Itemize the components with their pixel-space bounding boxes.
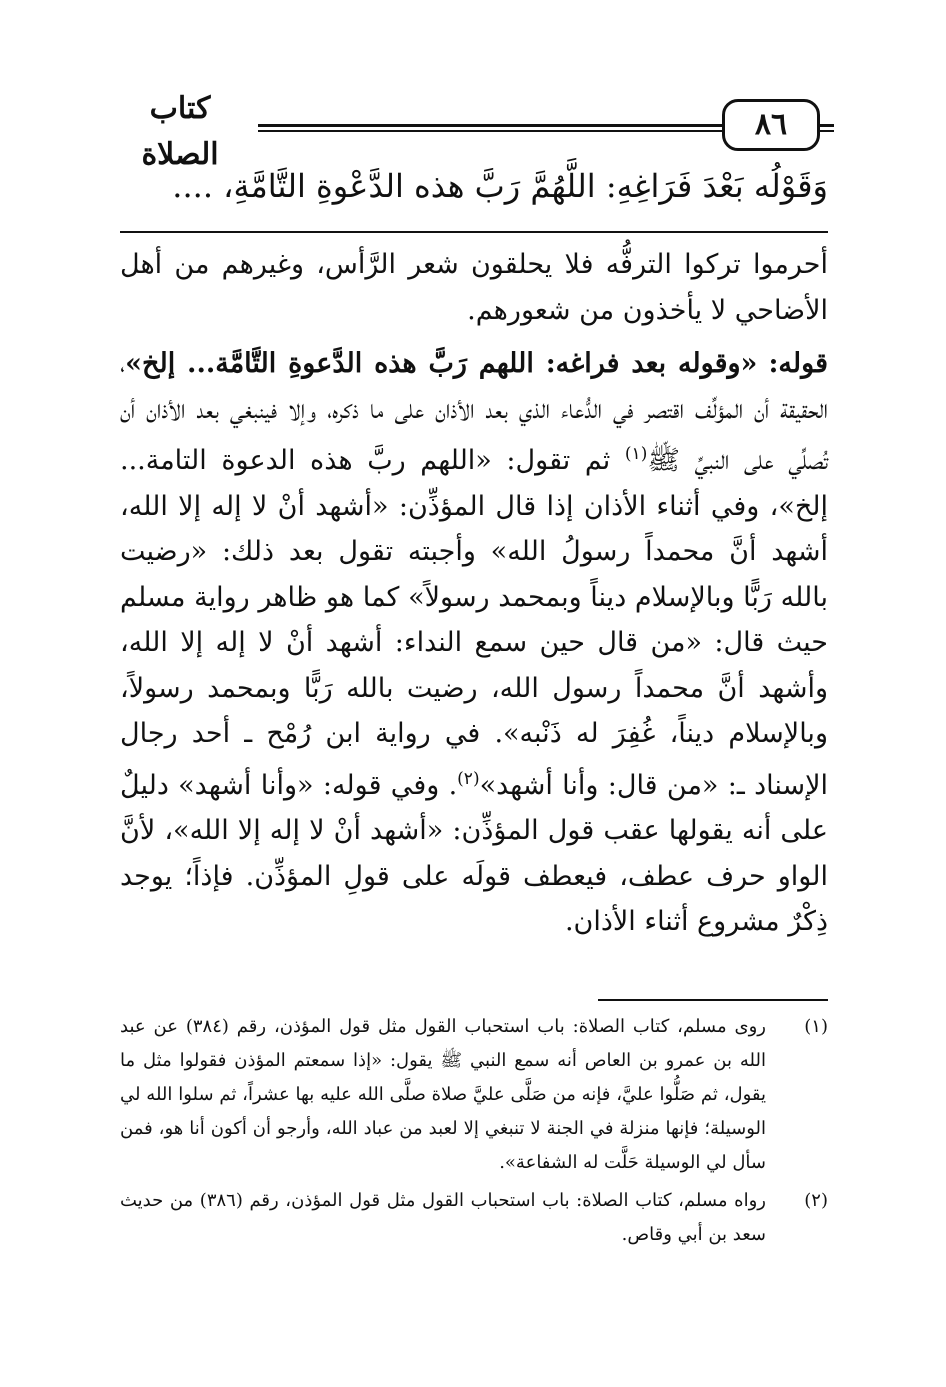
footnote-2	[120, 1184, 828, 1252]
header-rule-left-lower	[258, 130, 722, 132]
footnote-separator	[598, 999, 828, 1001]
qawluhu-label: قوله:	[768, 348, 828, 379]
paragraph-2-part-c: . وفي قوله: «وأنا أشهد» دليلٌ على أنه يقولها عقب قول المؤذِّن: «أشهد أنْ لا إله إلا الله»، لأنَّ الواو حرف عطف، فيعطف قولَه على قولِ المؤذِّن. فإذاً؛ يوجد ذِكْرٌ مشروع أثناء الأذان.	[120, 769, 828, 937]
footnote-ref-2[interactable]: (٢)	[457, 768, 480, 789]
footnote-text: روى مسلم، كتاب الصلاة: باب استحباب القول مثل قول المؤذن، رقم (٣٨٤) عن عبد الله بن عمرو بن العاص أنه سمع النبي ﷺ يقول: «إذا سمعتم المؤذن فقولوا مثل ما يقول، ثم صَلُّوا عليَّ، فإنه من صَلَّى عليَّ صلاة صلَّى الله عليه بها عشراً، ثم سلوا الله لي الوسيلة؛ فإنها منزلة في الجنة لا تنبغي إلا لعبد من عباد الله، وأرجو أن أكون أنا هو، فمن سأل لي الوسيلة حَلَّت له الشفاعة».	[120, 1016, 766, 1173]
footnote-number: (٢)	[804, 1190, 828, 1211]
footnote-1	[120, 1010, 828, 1180]
footnotes	[120, 1010, 828, 1256]
paragraph-2	[120, 341, 828, 945]
matn-heading: وَقَوْلُه بَعْدَ فَرَاغِهِ: اللَّهُمَّ رَبَّ هذه الدَّعْوةِ التَّامَّةِ، ....	[172, 167, 828, 205]
paragraph-2-part-a: ، الحقيقة أن المؤلِّف اقتصر في الدُّعاء الذي بعد الأذان على ما ذكره، وإلا فينبغي بعد الأذان أن تُصلِّي على النبيِّ ﷺ	[120, 348, 829, 476]
paragraph-2-part-b: ثم تقول: «اللهم ربَّ هذه الدعوة التامة... إلخ»، وفي أثناء الأذان إذا قال المؤذِّن: «أشهد أنْ لا إله إلا الله، أشهد أنَّ محمداً رسولُ الله» وأجبته تقول بعد ذلك: «رضيت بالله رَبًّا وبالإسلام ديناً وبمحمد رسولاً» كما هو ظاهر رواية مسلم حيث قال: «من قال حين سمع النداء: أشهد أنْ لا إله إلا الله، وأشهد أنَّ محمداً رسول الله، رضيت بالله رَبًّا وبمحمد رسولاً، وبالإسلام ديناً، غُفِرَ له ذَنْبه». في رواية ابن رُمْح ـ أحد رجال الإسناد ـ: «من قال: وأنا أشهد»	[120, 445, 828, 801]
commentary-body	[120, 242, 828, 945]
footnote-ref-1[interactable]: (١)	[624, 444, 648, 464]
header-rule-right	[820, 124, 834, 127]
header-rule-left	[258, 124, 722, 127]
paragraph-1: أحرموا تركوا الترفُّه فلا يحلقون شعر الرَّأس، وغيرهم من أهل الأضاحي لا يأخذون من شعورهم.	[120, 249, 828, 326]
footnote-number: (١)	[804, 1016, 828, 1037]
footnote-text: رواه مسلم، كتاب الصلاة: باب استحباب القول مثل قول المؤذن، رقم (٣٨٦) من حديث سعد بن أبي وقاص.	[120, 1190, 766, 1245]
running-title: كتاب الصلاة	[141, 91, 219, 172]
matn-divider	[120, 231, 828, 233]
header-rule-right-lower	[820, 130, 834, 132]
quoted-matn: «وقوله بعد فراغه: اللهم رَبَّ هذه الدَّعوةِ التَّامَّة... إلخ»	[125, 348, 758, 379]
page-number: ٨٦	[722, 99, 820, 151]
